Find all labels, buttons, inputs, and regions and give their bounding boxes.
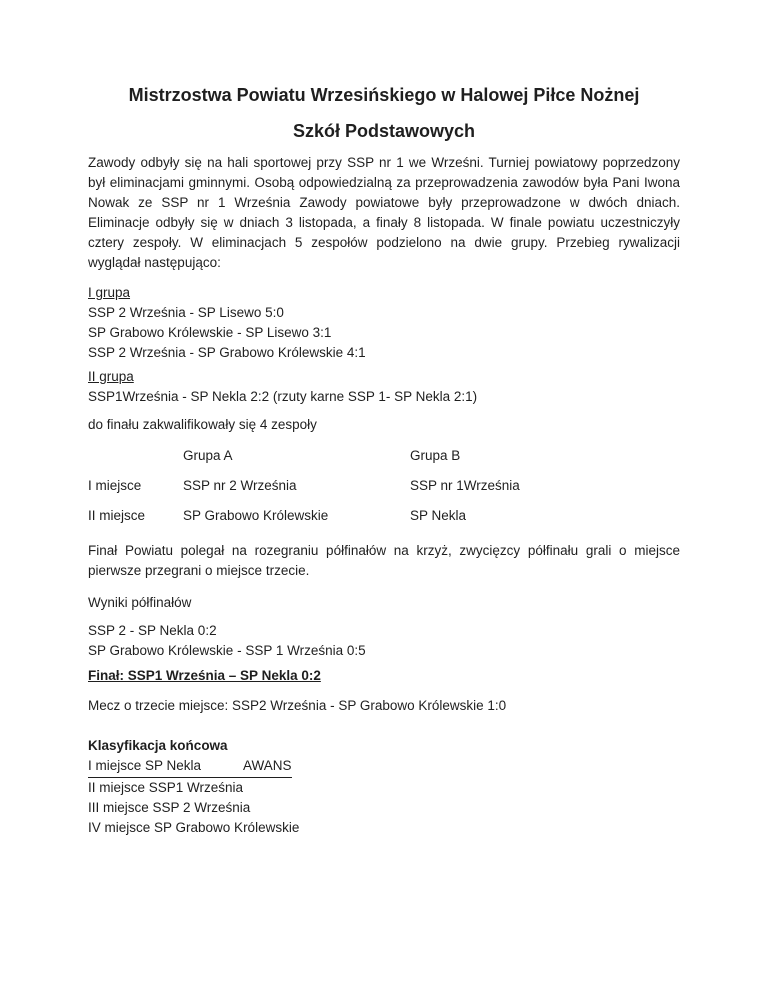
first-place-note: AWANS xyxy=(243,758,292,773)
table-row-group-b-team: SSP nr 1Września xyxy=(410,478,520,493)
final-format-paragraph: Finał Powiatu polegał na rozegraniu półfinałów na krzyż, zwycięzcy półfinału grali o miejsce pierwsze przegrani o miejsce trzecie. xyxy=(88,543,680,578)
classification-place-line: IV miejsce SP Grabowo Królewskie xyxy=(88,820,300,835)
semifinal-result: SSP 2 - SP Nekla 0:2 xyxy=(88,623,217,638)
table-row-group-a-team: SP Grabowo Królewskie xyxy=(183,508,329,523)
table-row-group-a-team: SSP nr 2 Września xyxy=(183,478,297,493)
group1-match-result: SSP 2 Września - SP Lisewo 5:0 xyxy=(88,305,284,320)
table-header-group-b: Grupa B xyxy=(410,448,461,463)
document-title-line2: Szkół Podstawowych xyxy=(292,121,476,141)
table-row-group-b-team: SP Nekla xyxy=(410,508,467,523)
first-place-underlined xyxy=(88,756,292,778)
group1-match-result: SSP 2 Września - SP Grabowo Królewskie 4:1 xyxy=(88,345,366,360)
table-row-place: II miejsce xyxy=(88,508,146,523)
group2-heading: II grupa xyxy=(88,369,134,384)
group2-section xyxy=(88,367,680,407)
classification-heading: Klasyfikacja końcowa xyxy=(88,738,228,753)
semifinals-heading: Wyniki półfinałów xyxy=(88,595,192,610)
intro-paragraph: Zawody odbyły się na hali sportowej przy SSP nr 1 we Wrześni. Turniej powiatowy poprzedzony był eliminacjami gminnymi. Osobą odpowiedzialną za przeprowadzenia zawodów była Pani Iwona Nowak ze SSP nr 1 Września Zawody powiatowe były przeprowadzone w dwóch dniach. Eliminacje odbyły się w dniach 3 listopada, a finały 8 listopada. W finale powiatu uczestniczyły cztery zespoły. W eliminacjach 5 zespołów podzielono na dwie grupy. Przebieg rywalizacji wyglądał następująco: xyxy=(88,155,680,270)
third-place-match-line: Mecz o trzecie miejsce: SSP2 Września - SP Grabowo Królewskie 1:0 xyxy=(88,698,507,713)
table-header-group-a: Grupa A xyxy=(183,448,233,463)
semifinal-result: SP Grabowo Królewskie - SSP 1 Września 0:5 xyxy=(88,643,366,658)
group1-heading: I grupa xyxy=(88,285,131,300)
final-result-line: Finał: SSP1 Września – SP Nekla 0:2 xyxy=(88,668,321,683)
group1-section xyxy=(88,283,680,363)
semifinal-results-section xyxy=(88,621,680,661)
classification-first-place-line xyxy=(88,756,680,778)
group2-match-result: SSP1Września - SP Nekla 2:2 (rzuty karne SSP 1- SP Nekla 2:1) xyxy=(88,389,478,404)
groups-standings-table xyxy=(88,446,680,536)
classification-place-line: III miejsce SSP 2 Września xyxy=(88,800,251,815)
document-title-line1: Mistrzostwa Powiatu Wrzesińskiego w Halowej Piłce Nożnej xyxy=(128,85,640,105)
qualification-note: do finału zakwalifikowały się 4 zespoły xyxy=(88,417,317,432)
classification-place-line: II miejsce SSP1 Września xyxy=(88,780,244,795)
group1-match-result: SP Grabowo Królewskie - SP Lisewo 3:1 xyxy=(88,325,332,340)
first-place-text: I miejsce SP Nekla xyxy=(88,758,202,773)
table-row-place: I miejsce xyxy=(88,478,142,493)
final-classification-section xyxy=(88,736,680,838)
